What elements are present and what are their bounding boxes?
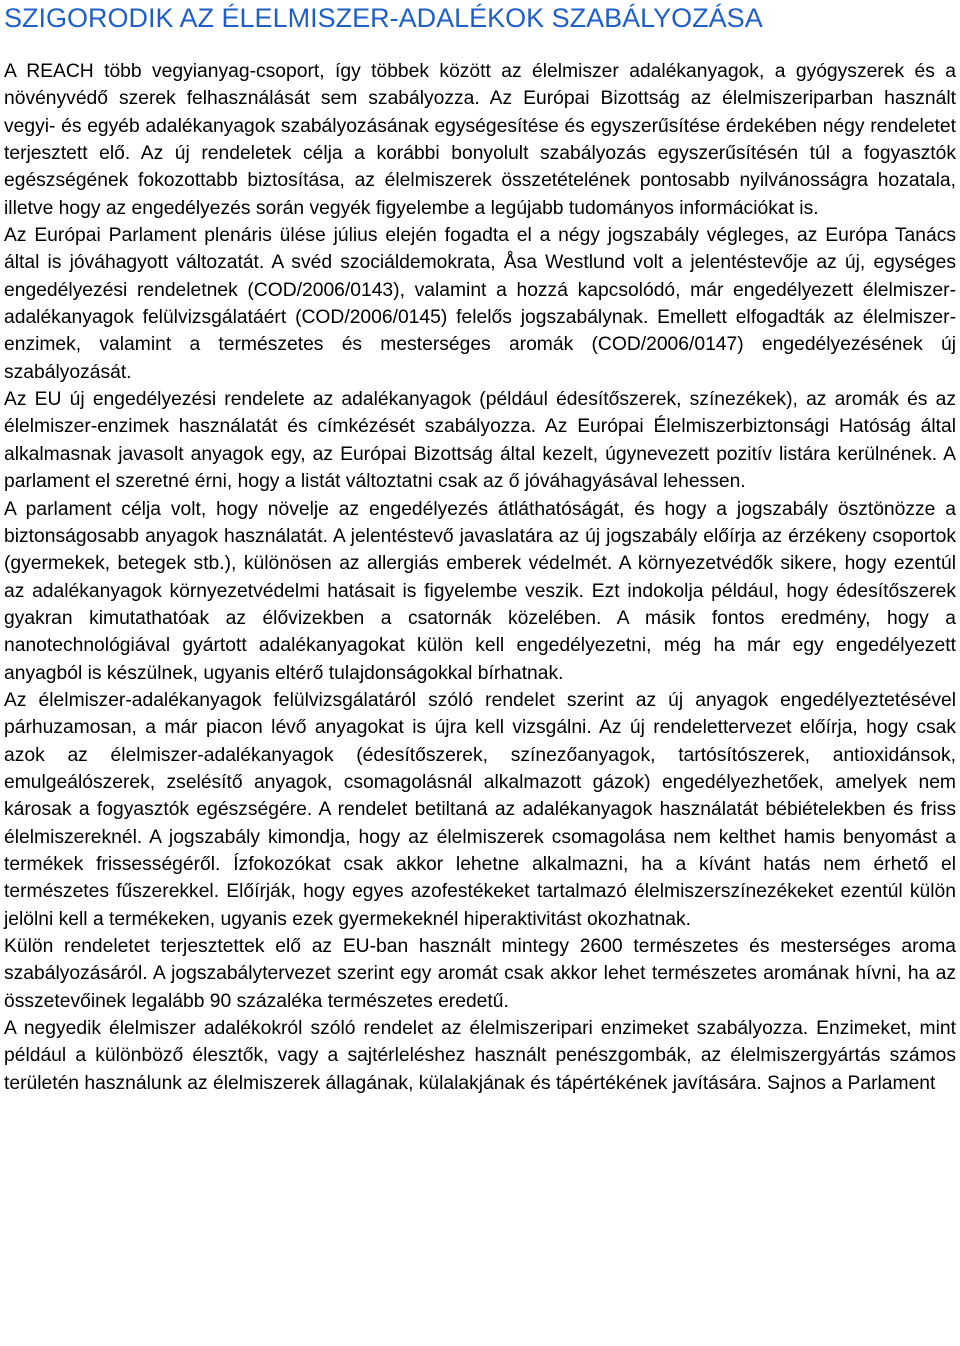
paragraph-7: A negyedik élelmiszer adalékokról szóló rendelet az élelmiszeripari enzimeket szabályozza. Enzimeket, mint például a különböző élesztők, vagy a sajtérleléshez használt penészgombák, az élelmiszergyártás számos területén használunk az élelmiszerek állagának, külalakjának és tápértékének javítására. Sajnos a Parlament — [4, 1018, 956, 1094]
paragraph-3: Az EU új engedélyezési rendelete az adalékanyagok (például édesítőszerek, színezékek), az aromák és az élelmiszer-enzimek használatát és címkézését szabályozza. Az Európai Élelmiszerbiztonsági Hatóság által alkalmasnak javasolt anyagok egy, az Európai Bizottság által kezelt, úgynevezett pozitív listára kerülnének. A parlament el szeretné érni, hogy a listát változtatni csak az ő jóváhagyásával lehessen. — [4, 389, 956, 493]
paragraph-6: Külön rendeletet terjesztettek elő az EU-ban használt mintegy 2600 természetes és mesterséges aroma szabályozásáról. A jogszabálytervezet szerint egy aromát csak akkor lehet természetes aromának hívni, ha az összetevőinek legalább 90 százaléka természetes eredetű. — [4, 936, 956, 1012]
document-body — [4, 58, 956, 1097]
paragraph-4: A parlament célja volt, hogy növelje az engedélyezés átláthatóságát, és hogy a jogszabály ösztönözze a biztonságosabb anyagok használatát. A jelentéstevő javaslatára az új jogszabály előírja az érzékeny csoportok (gyermekek, betegek stb.), különösen az allergiás emberek védelmét. A környezetvédők sikere, hogy ezentúl az adalékanyagok környezetvédelmi hatásait is figyelembe veszik. Ezt indokolja például, hogy édesítőszerek gyakran kimutathatóak az élővizekben a csatornák közelében. A másik fontos eredmény, hogy a nanotechnológiával gyártott adalékanyagokat külön kell engedélyezetni, még ha már egy engedélyezett anyagból is készülnek, ugyanis eltérő tulajdonságokkal bírhatnak. — [4, 498, 956, 684]
paragraph-2: Az Európai Parlament plenáris ülése július elején fogadta el a négy jogszabály végleges, az Európa Tanács által is jóváhagyott változatát. A svéd szociáldemokrata, Åsa Westlund volt a jelentéstevője az új, egységes engedélyezési rendeletnek (COD/2006/0143), valamint a hozzá kapcsolódó, már engedélyezett élelmiszer-adalékanyagok felülvizsgálatáért (COD/2006/0145) felelős jogszabálynak. Emellett elfogadták az élelmiszer-enzimek, valamint a természetes és mesterséges aromák (COD/2006/0147) engedélyezésének új szabályozását. — [4, 225, 956, 383]
paragraph-5: Az élelmiszer-adalékanyagok felülvizsgálatáról szóló rendelet szerint az új anyagok engedélyeztetésével párhuzamosan, a már piacon lévő anyagokat is újra kell vizsgálni. Az új rendelettervezet előírja, hogy csak azok az élelmiszer-adalékanyagok (édesítőszerek, színezőanyagok, tartósítószerek, antioxidánsok, emulgeálószerek, zselésítő anyagok, csomagolásnál alkalmazott gázok) engedélyezhetőek, amelyek nem károsak a fogyasztók egészségére. A rendelet betiltaná az adalékanyagok használatát bébiételekben és friss élelmiszereknél. A jogszabály kimondja, hogy az élelmiszerek csomagolása nem kelthet hamis benyomást a termékek frissességéről. Ízfokozókat csak akkor lehetne alkalmazni, ha a kívánt hatás nem érhető el természetes fűszerekkel. Előírják, hogy egyes azofestékeket tartalmazó élelmiszerszínezékeket ezentúl külön jelölni kell a termékeken, ugyanis ezek gyermekeknél hiperaktivitást okozhatnak. — [4, 689, 956, 930]
document-title: SZIGORODIK AZ ÉLELMISZER-ADALÉKOK SZABÁLYOZÁSA — [4, 3, 763, 33]
paragraph-1: A REACH több vegyianyag-csoport, így többek között az élelmiszer adalékanyagok, a gyógyszerek és a növényvédő szerek felhasználását sem szabályozza. Az Európai Bizottság az élelmiszeriparban használt vegyi- és egyéb adalékanyagok szabályozásának egységesítése és egyszerűsítése érdekében négy rendeletet terjesztett elő. Az új rendeletek célja a korábbi bonyolult szabályozás egyszerűsítésén túl a fogyasztók egészségének fokozottabb biztosítása, az élelmiszerek összetételének pontosabb nyilvánosságra hozatala, illetve hogy az engedélyezés során vegyék figyelembe a legújabb tudományos információkat is. — [4, 61, 956, 219]
